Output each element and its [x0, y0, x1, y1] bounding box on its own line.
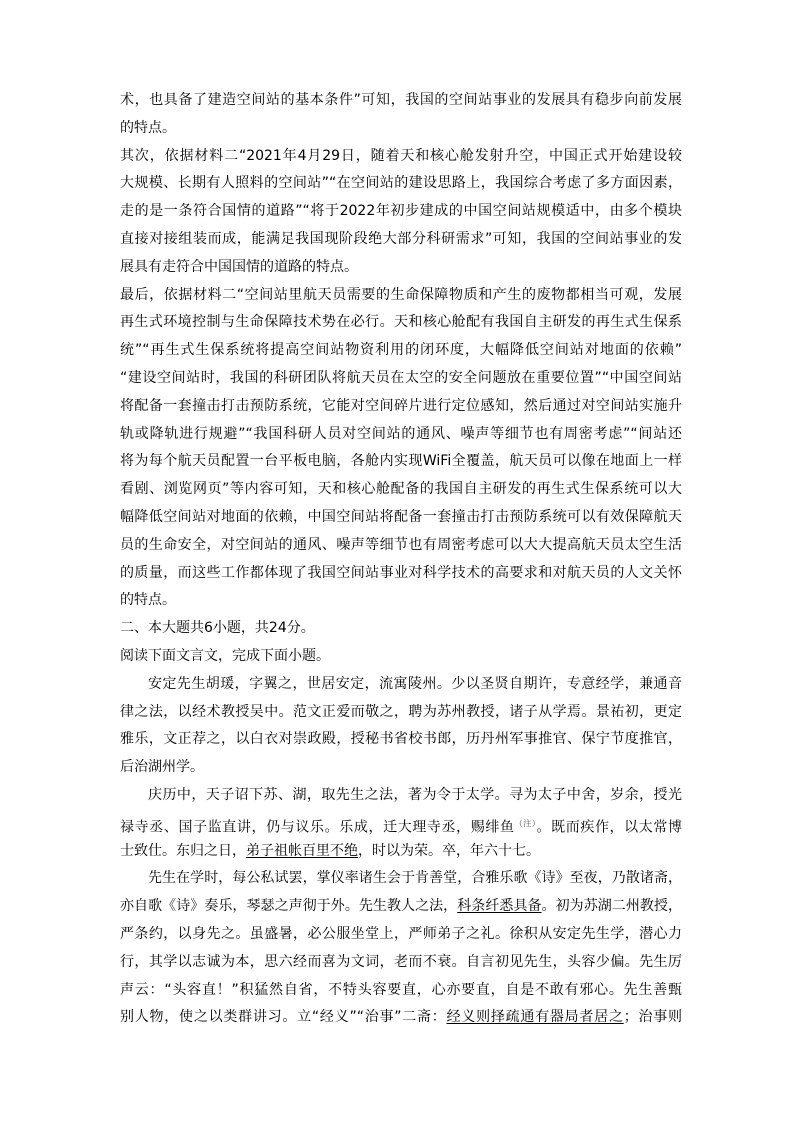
text-segment: 将配备一套撞击打击预防系统，它能对空间碎片进行定位感知，然后通过对空间站实施升	[120, 397, 682, 414]
text-segment: 行，其学以志诚为本，思六经而喜为文词，老而不衰。自言初见先生，头容少偏。先生厉	[120, 953, 682, 970]
text-segment: 展具有走符合中国国情的道路的特点。	[120, 258, 358, 275]
text-segment: 大规模、长期有人照料的空间站”“在空间站的建设思路上，我国综合考虑了多方面因素，	[120, 175, 682, 192]
text-line	[120, 421, 682, 449]
text-segment: 走的是一条符合国情的道路”“将于2022年初步建成的中国空间站规模适中，由多个模块	[120, 203, 682, 220]
text-line	[120, 587, 682, 615]
text-line	[120, 309, 682, 337]
text-segment: 阅读下面文言文，完成下面小题。	[120, 647, 330, 664]
text-segment: 禄寺丞、国子监直讲，仍与议乐。乐成，迁大理寺丞，赐绯鱼	[120, 819, 515, 836]
text-line	[120, 810, 682, 838]
text-segment: 。初为苏湖二州教授，	[541, 898, 682, 915]
text-segment: 声云：“头容直！”积猛然自省，不特头容要直，心亦要直，自是不敢有邪心。先生善甄	[120, 981, 682, 998]
text-segment: 的质量，而这些工作都体现了我国空间站事业对科学技术的高要求和对航天员的人文关怀	[120, 564, 682, 581]
underlined-phrase: 科条纤悉具备	[457, 898, 542, 915]
text-line	[120, 977, 682, 1005]
text-line	[120, 282, 682, 310]
text-segment: 看剧、浏览网页”等内容可知，天和核心舱配备的我国自主研发的再生式生保系统可以大	[120, 481, 682, 498]
text-line	[120, 254, 682, 282]
text-line	[120, 170, 682, 198]
text-line	[120, 921, 682, 949]
text-segment: 严条约，以身先之。虽盛暑，必公服坐堂上，严师弟子之礼。徐积从安定先生学，潜心力	[120, 925, 682, 942]
text-line	[120, 782, 682, 810]
text-segment: 轨或降轨进行规避”“我国科研人员对空间站的通风、噪声等细节也有周密考虑”“间站还	[120, 425, 682, 442]
text-line	[120, 1004, 682, 1032]
text-segment: 的特点。	[120, 592, 176, 609]
text-segment: 律之法，以经术教授吴中。范文正爱而敬之，聘为苏州教授，诸子从学焉。景祐初，更定	[120, 703, 682, 720]
text-line	[120, 476, 682, 504]
text-line	[120, 393, 682, 421]
text-line	[120, 838, 682, 866]
text-segment: 的特点。	[120, 119, 176, 136]
text-segment: 雅乐，文正荐之，以白衣对崇政殿，授秘书省校书郎，历丹州军事推官、保宁节度推官，	[120, 731, 682, 748]
text-segment: 员的生命安全，对空间站的通风、噪声等细节也有周密考虑可以大大提高航天员太空生活	[120, 536, 682, 553]
text-segment: 直接对接组装而成，能满足我国现阶段绝大部分科研需求”可知，我国的空间站事业的发	[120, 230, 682, 247]
text-segment: 。既而疾作，以太常博	[536, 819, 682, 836]
text-segment: 其次，依据材料二“2021年4月29日，随着天和核心舱发射升空，中国正式开始建设较	[120, 147, 682, 164]
text-line	[120, 115, 682, 143]
text-line	[120, 671, 682, 699]
text-line	[120, 615, 682, 643]
text-line	[120, 504, 682, 532]
text-segment: 幅降低空间站对地面的依赖，中国空间站将配备一套撞击打击预防系统可以有效保障航天	[120, 508, 682, 525]
text-segment: 亦自歌《诗》奏乐，琴瑟之声彻于外。先生教人之法，	[120, 898, 458, 915]
text-line	[120, 643, 682, 671]
text-line	[120, 337, 682, 365]
text-line	[120, 143, 682, 171]
underlined-phrase: 经义则择疏通有器局者居之	[446, 1009, 624, 1026]
text-line	[120, 726, 682, 754]
underlined-phrase: 弟子祖帐百里不绝	[246, 842, 358, 859]
text-line	[120, 865, 682, 893]
text-segment: 安定先生胡瑗，字翼之，世居安定，流寓陵州。少以圣贤自期许，专意经学，兼通音	[148, 675, 682, 692]
text-segment: 后治湖州学。	[120, 759, 204, 776]
text-line	[120, 365, 682, 393]
text-line	[120, 448, 682, 476]
text-line	[120, 699, 682, 727]
text-line	[120, 87, 682, 115]
text-segment: ；治事则	[623, 1009, 682, 1026]
text-line	[120, 226, 682, 254]
text-line	[120, 560, 682, 588]
text-segment: 再生式环境控制与生命保障技术势在必行。天和核心舱配有我国自主研发的再生式生保系	[120, 314, 682, 331]
text-segment: 统”“再生式生保系统将提高空间站物资利用的闭环度，大幅降低空间站对地面的依赖”	[120, 342, 682, 359]
text-segment: 将为每个航天员配置一台平板电脑，各舱内实现WiFi全覆盖，航天员可以像在地面上一样	[120, 453, 682, 470]
text-line	[120, 532, 682, 560]
text-line	[120, 949, 682, 977]
footnote-marker: （注）	[514, 818, 537, 828]
text-line	[120, 198, 682, 226]
text-segment: ，时以为荣。卒，年六十七。	[358, 842, 540, 859]
text-segment: 最后，依据材料二“空间站里航天员需要的生命保障物质和产生的废物都相当可观，发展	[120, 286, 682, 303]
text-segment: 别人物，使之以类群讲习。立“经义”“治事”二斋：	[120, 1009, 447, 1026]
text-line	[120, 754, 682, 782]
text-line	[120, 893, 682, 921]
document-page	[120, 87, 682, 1032]
text-segment: 先生在学时，每公私试罢，掌仪率诸生会于肯善堂，合雅乐歌《诗》至夜，乃散诸斋，	[148, 870, 682, 887]
text-segment: 庆历中，天子诏下苏、湖，取先生之法，著为令于太学。寻为太子中舍，岁余，授光	[148, 786, 682, 803]
text-segment: “建设空间站时，我国的科研团队将航天员在太空的安全问题放在重要位置”“中国空间站	[120, 369, 682, 386]
text-segment: 术，也具备了建造空间站的基本条件”可知，我国的空间站事业的发展具有稳步向前发展	[120, 92, 682, 108]
text-segment: 士致仕。东归之日，	[120, 842, 246, 859]
text-segment: 二、本大题共6小题，共24分。	[120, 620, 315, 637]
